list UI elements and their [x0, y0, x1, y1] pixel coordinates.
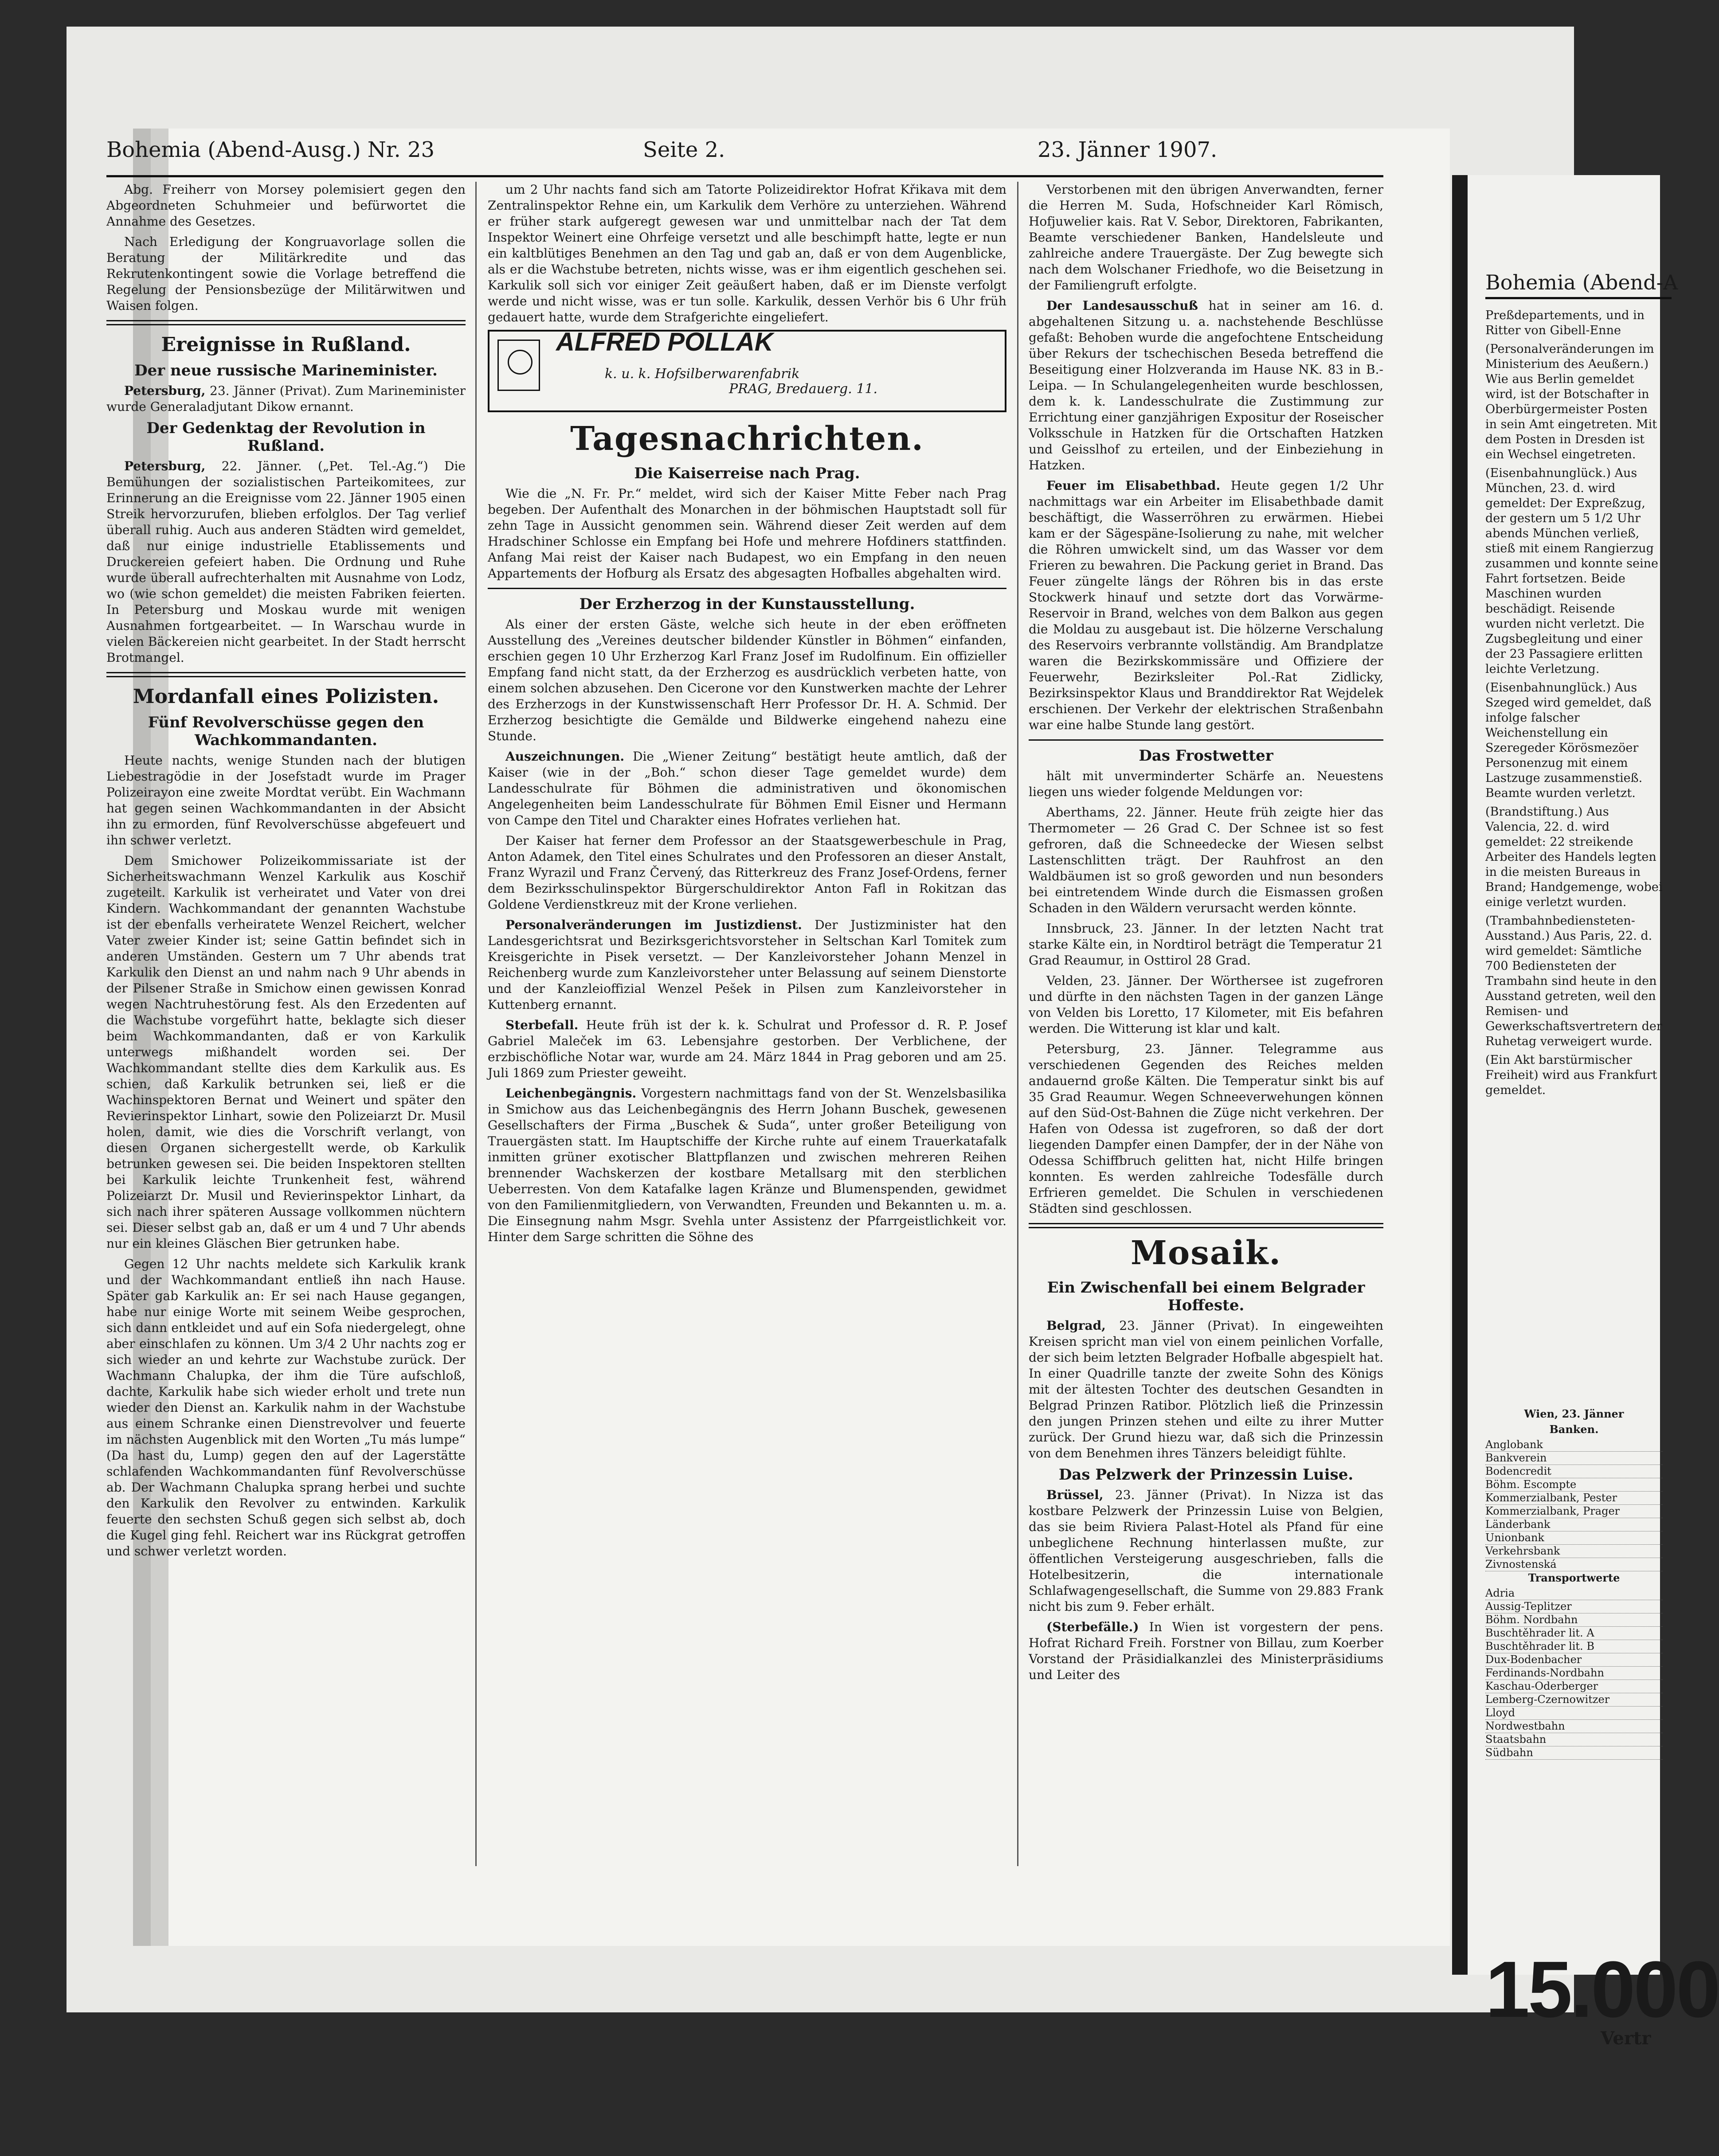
article-paragraph — [488, 1017, 1006, 1081]
table-row: Ferdinands-Nordbahn — [1485, 1667, 1663, 1680]
article-paragraph: Wie die „N. Fr. Pr.“ meldet, wird sich der Kaiser Mitte Feber nach Prag begeben. Der Aufenthalt des Monarchen in der böhmischen Hauptstadt soll für zehn Tage in Aussicht genommen sein. Während dieser Zeit werden auf dem Hradschiner Schlosse ein Empfang bei Hofe und mehrere Hofdiners stattfinden. Anfang Mai reist der Kaiser nach Budapest, wo ein Empfang in den neuen Appartements der Hofburg als Ersatz des abgesagten Hofballes abgehalten wird. — [488, 486, 1006, 581]
section-divider — [106, 320, 466, 325]
table-row: Länderbank — [1485, 1518, 1663, 1531]
table-row: Verkehrsbank — [1485, 1545, 1663, 1558]
section-heading: Mosaik. — [1130, 1234, 1282, 1272]
article-paragraph — [1029, 1619, 1383, 1683]
article-text: Heute gegen 1/2 Uhr nachmittags war ein Arbeiter im Elisabethbade damit beschäftigt, die Wasserröhren zu erwärmen. Hiebei kam er der Sägespäne-Isolierung zu nahe, mit welcher die Röhren umwickelt sind, um das Wasser vor dem Frieren zu bewahren. Die Packung geriet in Brand. Das Feuer züngelte längs der Röhren bis in das erste Stockwerk hinauf und setzte dort das Vorwärme-Reservoir in Brand, welches von dem Balkon aus gegen die Moldau zu ausgebaut ist. Die hölzerne Verschalung des Reservoirs verbrannte vollständig. Am Brandplatze waren die Bezirkskommissäre und Offiziere der Feuerwehr, Bezirksleiter Pol.-Rat Zidlicky, Bezirksinspektor Klaus und Branddirektor Rat Wejdelek erschienen. Der Verkehr der elektrischen Straßenbahn war eine halbe Stunde lang gestört. — [1029, 478, 1383, 732]
article-text: 22. Jänner. („Pet. Tel.-Ag.“) Die Bemühungen der sozialistischen Parteikomitees, zur Erinnerung an die Ereignisse vom 22. Jänner 1905 einen Streik hervorzurufen, blieben erfolglos. Der Tag verlief überall ruhig. Auch aus anderen Städten wird gemeldet, daß nur einige industrielle Etablissements und Druckereien gefeiert haben. Die Ordnung und Ruhe wurde überall aufrechterhalten mit Ausnahme von Lodz, wo (wie schon gemeldet) die meisten Fabriken feierten. In Petersburg und Moskau wurde mit wenigen Ausnahmen fortgearbeitet. — In Warschau wurde in vielen Bäckereien nicht gearbeitet. In der Stadt herrscht Brotmangel. — [106, 459, 466, 665]
stock-table — [1485, 1407, 1663, 1760]
article-text: Vorgestern nachmittags fand von der St. Wenzelsbasilika in Smichow aus das Leichenbegängnis des Herrn Johann Buschek, gewesenen Gesellschafters der Firma „Buschek & Suda“, unter großer Beteiligung von Trauergästen statt. Im Hauptschiffe der Kirche ruhte auf einem Trauerkatafalk inmitten grüner exotischer Blattpflanzen und zwischen mehreren Reihen brennender Wachskerzen der kostbare Metallsarg mit den sterblichen Ueberresten. Von dem Katafalke lagen Kränze und Blumenspenden, gewidmet von den Familienmitgliedern, von Verwandten, Freunden und Bekannten u. m. a. Die Einsegnung nahm Msgr. Svehla unter Assistenz der Pfarrgeistlichkeit vor. Hinter dem Sarge schritten die Söhne des — [488, 1086, 1006, 1244]
table-row: Böhm. Escompte — [1485, 1478, 1663, 1492]
article-lead: Auszeichnungen. — [505, 749, 625, 764]
article-text: Heute früh ist der k. k. Schulrat und Professor d. R. P. Josef Gabriel Maleček im 63. Lebensjahre gestorben. Der Verblichene, der erzbischöfliche Notar war, wurde am 24. März 1844 in Prag geboren und am 25. Juli 1869 zum Priester geweiht. — [488, 1018, 1006, 1080]
table-row: Kommerzialbank, Pester — [1485, 1492, 1663, 1505]
article-paragraph: Petersburg, 23. Jänner. Telegramme aus verschiedenen Gegenden des Reiches melden andauernd große Kälten. Die Temperatur sinkt bis auf 35 Grad Reaumur. Wegen Schneeverwehungen können auf den Süd-Ost-Bahnen die Züge nicht verkehren. Der Hafen von Odessa ist zugefroren, so daß der dort liegenden Dampfer einen Dampfer, der in der Nähe von Odessa Schiffbruch gelitten hat, nicht Hilfe bringen konnten. Es werden zahlreiche Todesfälle durch Erfrieren gemeldet. Die Schulen in verschiedenen Städten sind geschlossen. — [1029, 1042, 1383, 1216]
article-paragraph: hält mit unverminderter Schärfe an. Neuestens liegen uns wieder folgende Meldungen vor: — [1029, 769, 1383, 799]
table-row: Unionbank — [1485, 1531, 1663, 1545]
article-text: Der Justizminister hat den Landesgerichtsrat und Bezirksgerichtsvorsteher in Seltschan Karl Tomitek zum Kreisgerichte in Pisek versetzt. — Der Kanzleivorsteher Johann Menzel in Reichenberg wurde zum Kanzleivorsteher unter Belassung auf seinem Dienstorte und der Kanzleioffizial Wenzel Pešek in Pilsen zum Kanzleivorsteher in Kuttenberg ernannt. — [488, 918, 1006, 1012]
next-page-column — [1485, 308, 1663, 1101]
next-page-header: Bohemia (Abend-A — [1485, 270, 1678, 294]
article-paragraph — [106, 458, 466, 666]
article-heading: Der Gedenktag der Revolution in Rußland. — [146, 419, 426, 455]
next-page — [1468, 175, 1719, 2049]
article-heading: Die Kaiserreise nach Prag. — [634, 465, 860, 482]
table-row: Südbahn — [1485, 1746, 1663, 1760]
column-rule — [1017, 182, 1018, 1866]
article-paragraph: Dem Smichower Polizeikommissariate ist der Sicherheitswachmann Wenzel Karkulik aus Koschiř zugeteilt. Karkulik ist verheiratet und Vater von drei Kindern. Wachkommandant der genannten Wachstube ist der ebenfalls verheiratete Wenzel Reichert, welcher Vater zweier Kinder ist; seine Gattin befindet sich in anderen Umständen. Gestern um 7 Uhr abends trat Karkulik den Dienst an und nahm nach 9 Uhr abends in der Pilsener Straße in Smichow einen gewissen Konrad wegen Nachtruhestörung fest. Als den Erzedenten auf die Wachstube vorgeführt hatte, beklagte sich dieser beim Wachkommandanten, daß er von Karkulik unterwegs mißhandelt worden sei. Der Wachkommandant stellte dies dem Karkulik aus. Es schien, daß Karkulik betrunken sei, ließ er die Wachinspektoren Bernat und Weinert und später den Revierinspektor Linhart, sowie den Polizeiarzt Dr. Musil holen, damit, wie dies die Vorschrift verlangt, von diesen Organen sichergestellt werde, ob Karkulik betrunken gewesen sei. Die beiden Inspektoren stellten bei Karkulik leichte Trunkenheit fest, während Polizeiarzt Dr. Musil und Revierinspektor Linhart, da sich nach ihrer späteren Aussage vollkommen nüchtern sei. Dieser selbst gab an, daß er um 4 und 7 Uhr abends nur ein kleines Gläschen Bier getrunken habe. — [106, 853, 466, 1251]
article-paragraph: (Personalveränderungen im Ministerium des Aeußern.) Wie aus Berlin gemeldet wird, ist der Botschafter in Oberbürgermeister Posten in sein Amt eingetreten. Mit dem Posten in Dresden ist ein Wechsel eingetreten. — [1485, 342, 1657, 461]
article-paragraph — [1029, 1318, 1383, 1461]
article-paragraph: Velden, 23. Jänner. Der Wörthersee ist zugefroren und dürfte in den nächsten Tagen in der ganzen Länge von Velden bis Loretto, 17 Kilometer, mit Eis befahren werden. Die Witterung ist klar und kalt. — [1029, 973, 1383, 1036]
column-rule — [475, 182, 477, 1866]
article-paragraph: Heute nachts, wenige Stunden nach der blutigen Liebestragödie in der Josefstadt wurde im Prager Polizeirayon eine zweite Mordtat verübt. Ein Wachmann hat gegen seinen Wachkommandanten in der Absicht ihn zu ermorden, fünf Revolverschüsse abgefeuert und ihn schwer verletzt. — [106, 753, 466, 848]
table-row: Anglobank — [1485, 1438, 1663, 1452]
article-lead: Feuer im Elisabethbad. — [1046, 478, 1221, 493]
divider — [488, 588, 1006, 589]
table-row: Dux-Bodenbacher — [1485, 1653, 1663, 1667]
advertisement — [488, 330, 1006, 412]
table-row: Aussig-Teplitzer — [1485, 1600, 1663, 1613]
article-paragraph — [1029, 1487, 1383, 1615]
article-paragraph — [488, 917, 1006, 1013]
page-header — [106, 137, 1383, 173]
article-paragraph: (Eisenbahnunglück.) Aus München, 23. d. wird gemeldet: Der Expreßzug, der gestern um 5 1/2 Uhr abends München verließ, stieß mit einem Rangierzug zusammen und konnte seine Fahrt fortsetzen. Beide Maschinen wurden beschädigt. Reisende wurden nicht verletzt. Die Zugsbegleitung und einer der 23 Passagiere erlitten leichte Verletzung. — [1485, 466, 1659, 676]
article-paragraph: Nach Erledigung der Kongruavorlage sollen die Beratung der Militärkredite und das Rekrutenkontingent sowie die Vorlage betreffend die Regelung der Pensionsbezüge der Militärwitwen und Waisen folgen. — [106, 234, 466, 313]
article-paragraph: (Ein Akt barstürmischer Freiheit) wird aus Frankfurt gemeldet. — [1485, 1053, 1657, 1097]
table-title: Wien, 23. Jänner — [1524, 1407, 1624, 1420]
table-row: Kommerzialbank, Prager — [1485, 1505, 1663, 1518]
header-rule — [1485, 297, 1672, 299]
table-section-title: Transportwerte — [1528, 1571, 1620, 1584]
table-row: Bodencredit — [1485, 1465, 1663, 1478]
article-lead: Leichenbegängnis. — [505, 1086, 637, 1101]
section-heading: Ereignisse in Rußland. — [161, 333, 411, 356]
article-paragraph: (Brandstiftung.) Aus Valencia, 22. d. wird gemeldet: 22 streikende Arbeiter des Handels legten in die meisten Bureaus in Brand; Handgemenge, wobei einige verletzt wurden. — [1485, 805, 1663, 909]
main-article-subheading: Fünf Revolverschüsse gegen den Wachkommandanten. — [148, 714, 424, 749]
article-lead: (Sterbefälle.) — [1046, 1620, 1139, 1634]
article-paragraph: Gegen 12 Uhr nachts meldete sich Karkulik krank und der Wachkommandant entließ ihn nach Hause. Später gab Karkulik an: Er sei nach Hause gegangen, habe nur einige Worte mit seinem Weibe gesprochen, sich dann entkleidet und auf ein Sofa niedergelegt, ohne aber einschlafen zu können. Um 3/4 2 Uhr nachts zog er sich wieder an und kehrte zur Wachstube zurück. Der Wachmann Chalupka, der ihm die Türe aufschloß, dachte, Karkulik habe sich wieder erholt und trete nun wieder den Dienst an. Karkulik nahm in der Wachstube aus einem Schranke einen Dienstrevolver und feuerte im nächsten Augenblick mit den Worten „Tu más lumpe“ (Da hast du, Lump) gegen den auf der Lagerstätte schlafenden Wachkommandanten fünf Revolverschüsse ab. Der Wachmann Chalupka sprang herbei und suchte den Karkulik den Revolver zu entwinden. Karkulik feuerte den sechsten Schuß gegen sich selbst ab, doch die Kugel ging fehl. Reichert war ins Rückgrat getroffen und schwer verletzt worden. — [106, 1257, 466, 1558]
article-paragraph: Innsbruck, 23. Jänner. In der letzten Nacht trat starke Kälte ein, in Nordtirol beträgt die Temperatur 21 Grad Reaumur, in Osttirol 28 Grad. — [1029, 921, 1383, 968]
article-paragraph: (Trambahnbediensteten-Ausstand.) Aus Paris, 22. d. wird gemeldet: Sämtliche 700 Bediensteten der Trambahn sind heute in den Ausstand getreten, weil den Remisen- und Gewerkschaftsvertretern der Ruhetag verweigert wurde. — [1485, 914, 1662, 1048]
article-heading: Der neue russische Marineminister. — [134, 362, 438, 379]
book-binding — [1452, 175, 1468, 1975]
table-row: Lloyd — [1485, 1707, 1663, 1720]
table-row: Zivnostenská — [1485, 1558, 1663, 1571]
article-text: hat in seiner am 16. d. abgehaltenen Sitzung u. a. nachstehende Beschlüsse gefaßt: Behoben wurde die angefochtene Entscheidung über Rekurs der tschechischen Beseda betreffend die Beseitigung einer Holzveranda im Hause NK. 83 in B.-Leipa. — In Schulangelegenheiten wurde beschlossen, dem k. k. Landesschulrate die Zustimmung zur Errichtung einer ganzjährigen Expositur der Roseischer Volksschule in Hatzken für die Ortschaften Hatzken und Geisslhof zu erteilen, und der Einbeziehung in Hatzken. — [1029, 298, 1383, 473]
article-paragraph: Als einer der ersten Gäste, welche sich heute in der eben eröffneten Ausstellung des „Vereines deutscher bildender Künstler in Böhmen“ einfanden, erschien gegen 10 Uhr Erzherzog Karl Franz Josef im Rudolfinum. Ein offizieller Empfang fand nicht statt, da der Erzherzog es ausdrücklich verbeten hatte, von einem solchen abzusehen. Den Cicerone vor den Kunstwerken machte der Lehrer des Erzherzogs in der Kunstwissenschaft Herr Professor Dr. H. A. Schmid. Der Erzherzog besichtigte die Gemälde und Bildwerke eingehend nahezu eine Stunde. — [488, 617, 1006, 743]
article-paragraph — [488, 1086, 1006, 1245]
table-row: Staatsbahn — [1485, 1733, 1663, 1746]
article-heading: Der Erzherzog in der Kunstausstellung. — [579, 595, 915, 613]
table-row: Adria — [1485, 1587, 1663, 1600]
header-page-number: Seite 2. — [643, 137, 725, 162]
article-text: In Wien ist vorgestern der pens. Hofrat Richard Freih. Forstner von Billau, zum Koerber Vorstand der Präsidialkanzlei des Ministerpräsidiums und Leiter des — [1029, 1620, 1383, 1682]
article-paragraph: Der Kaiser hat ferner dem Professor an der Staatsgewerbeschule in Prag, Anton Adamek, den Titel eines Schulrates und den Professoren an dieser Anstalt, Franz Wyrazil und Franz Červený, das Ritterkreuz des Franz Josef-Ordens, ferner dem Bezirksschulinspektor Bürgerschuldirektor Anton Fafl in Rokitzan das Goldene Verdienstkreuz mit der Krone verliehen. — [488, 833, 1006, 912]
article-heading: Das Frostwetter — [1139, 747, 1273, 765]
table-row: Böhm. Nordbahn — [1485, 1613, 1663, 1627]
article-text: 23. Jänner (Privat). Zum Marineminister wurde Generaladjutant Dikow ernannt. — [106, 383, 466, 414]
header-rule — [106, 175, 1383, 177]
article-paragraph: Abg. Freiherr von Morsey polemisiert gegen den Abgeordneten Schuhmeier und befürwortet die Annahme des Gesetzes. — [106, 182, 466, 229]
article-heading: Ein Zwischenfall bei einem Belgrader Hoffeste. — [1047, 1279, 1365, 1314]
column-1 — [106, 182, 466, 1866]
table-row: Buschtěhrader lit. A — [1485, 1627, 1663, 1640]
table-section-title: Banken. — [1549, 1423, 1599, 1436]
article-text: Die „Wiener Zeitung“ bestätigt heute amtlich, daß der Kaiser (wie in der „Boh.“ schon dieser Tage gemeldet wurde) dem Landesschulrate für Böhmen die administrativen und ökonomischen Angelegenheiten beim Landesschulrate für Böhmen Emil Eisner und Hermann von Campe den Titel und Charakter eines Hofrates verliehen hat. — [488, 749, 1006, 828]
article-paragraph: Verstorbenen mit den übrigen Anverwandten, ferner die Herren M. Suda, Hofschneider Karl Römisch, Hofjuwelier kais. Rat V. Sebor, Direktoren, Fabrikanten, Beamte verschiedener Banken, Handelsleute und zahlreiche andere Trauergäste. Der Zug bewegte sich nach dem Wolschaner Friedhofe, wo die Beisetzung in der Familiengruft erfolgte. — [1029, 182, 1383, 293]
table-row: Nordwestbahn — [1485, 1720, 1663, 1733]
article-lead: Sterbefall. — [505, 1018, 579, 1032]
article-paragraph — [1029, 298, 1383, 473]
article-paragraph: (Eisenbahnunglück.) Aus Szeged wird gemeldet, daß infolge falscher Weichenstellung ein Szeregeder Körösmezöer Personenzug mit einem Lastzuge zusammenstieß. Beamte wurden verletzt. — [1485, 681, 1652, 800]
header-publication: Bohemia (Abend-Ausg.) Nr. 23 — [106, 137, 435, 162]
article-paragraph: um 2 Uhr nachts fand sich am Tatorte Polizeidirektor Hofrat Křikava mit dem Zentralinspektor Rehne ein, um Karkulik dem Verhöre zu unterziehen. Während er früher stark aufgeregt gewesen war und unmittelbar nach der Tat dem Inspektor Weinert eine Ohrfeige versetzt und alle beschimpft hatte, legte er nun ein kaltblütiges Benehmen an den Tag und gab an, daß er von dem Augenblicke, als er die Wachstube betreten, nichts wisse, was er ihm eigentlich geschehen sei. Karkulik soll sich vor einiger Zeit geäußert haben, daß er im Dienste verfolgt werde und nicht wisse, was er tun solle. Karkulik, dessen Verhör bis 6 Uhr früh gedauert hatte, wurde dem Strafgerichte eingeliefert. — [488, 182, 1006, 324]
article-paragraph: Aberthams, 22. Jänner. Heute früh zeigte hier das Thermometer — 26 Grad C. Der Schnee ist so fest gefroren, daß die Schneedecke der Wiesen selbst Lastenschlitten trägt. Der Rauhfrost an den Waldbäumen ist so groß geworden und nun besonders bei eintretendem Winde durch die Eismassen großen Schaden in den Wäldern verursacht werden könnte. — [1029, 805, 1383, 915]
table-row: Buschtěhrader lit. B — [1485, 1640, 1663, 1653]
article-paragraph: Preßdepartements, und in Ritter von Gibell-Enne — [1485, 309, 1645, 337]
advertiser-address: PRAG, Bredauerg. 11. — [729, 381, 878, 397]
advertisement-word: Vertr — [1601, 2028, 1651, 2049]
advertiser-description: k. u. k. Hofsilberwarenfabrik — [605, 366, 800, 382]
article-heading: Das Pelzwerk der Prinzessin Luise. — [1058, 1466, 1354, 1484]
dateline: Brüssel, — [1046, 1488, 1104, 1502]
article-lead: Der Landesausschuß — [1046, 298, 1198, 313]
dateline: Petersburg, — [124, 383, 206, 398]
section-divider — [1029, 1223, 1383, 1228]
article-paragraph — [488, 749, 1006, 828]
crest-icon — [497, 340, 540, 391]
header-date: 23. Jänner 1907. — [1038, 137, 1218, 162]
column-3 — [1029, 182, 1383, 1866]
article-text: 23. Jänner (Privat). In Nizza ist das kostbare Pelzwerk der Prinzessin Luise von Belgien, das sie beim Riviera Palast-Hotel als Pfand für eine unbeglichene Rechnung hinterlassen mußte, zur öffentlichen Versteigerung ausgeschrieben, falls die Hotelbesitzerin, die internationale Schlafwagengesellschaft, die Summe von 29.883 Frank nicht bis zum 9. Feber erhält. — [1029, 1488, 1383, 1614]
main-article-heading: Mordanfall eines Polizisten. — [133, 685, 439, 708]
advertisement-number: 15.000 — [1485, 1945, 1719, 2034]
table-row: Lemberg-Czernowitzer — [1485, 1693, 1663, 1707]
divider — [1029, 739, 1383, 741]
article-paragraph — [106, 383, 466, 415]
dateline: Petersburg, — [124, 459, 206, 473]
article-text: 23. Jänner (Privat). In eingeweihten Kreisen spricht man viel von einem peinlichen Vorfalle, der sich beim letzten Belgrader Hofballe abgespielt hat. In einer Quadrille tanzte der zweite Sohn des Königs mit der ältesten Tochter des deutschen Gesandten in Belgrad Prinzen Ratibor. Plötzlich ließ die Prinzessin den jungen Prinzen stehen und eilte zu ihrer Mutter zurück. Der Grund hiezu war, daß sich die Prinzessin von dem Benehmen ihres Tänzers beleidigt fühlte. — [1029, 1318, 1383, 1461]
section-divider — [106, 672, 466, 677]
section-heading: Tagesnachrichten. — [570, 420, 924, 458]
table-row: Kaschau-Oderberger — [1485, 1680, 1663, 1693]
article-lead: Personalveränderungen im Justizdienst. — [505, 918, 802, 932]
table-row: Bankverein — [1485, 1452, 1663, 1465]
column-2 — [488, 182, 1006, 1866]
article-paragraph — [1029, 478, 1383, 733]
dateline: Belgrad, — [1046, 1318, 1106, 1333]
advertiser-name: ALFRED POLLAK — [556, 328, 773, 356]
